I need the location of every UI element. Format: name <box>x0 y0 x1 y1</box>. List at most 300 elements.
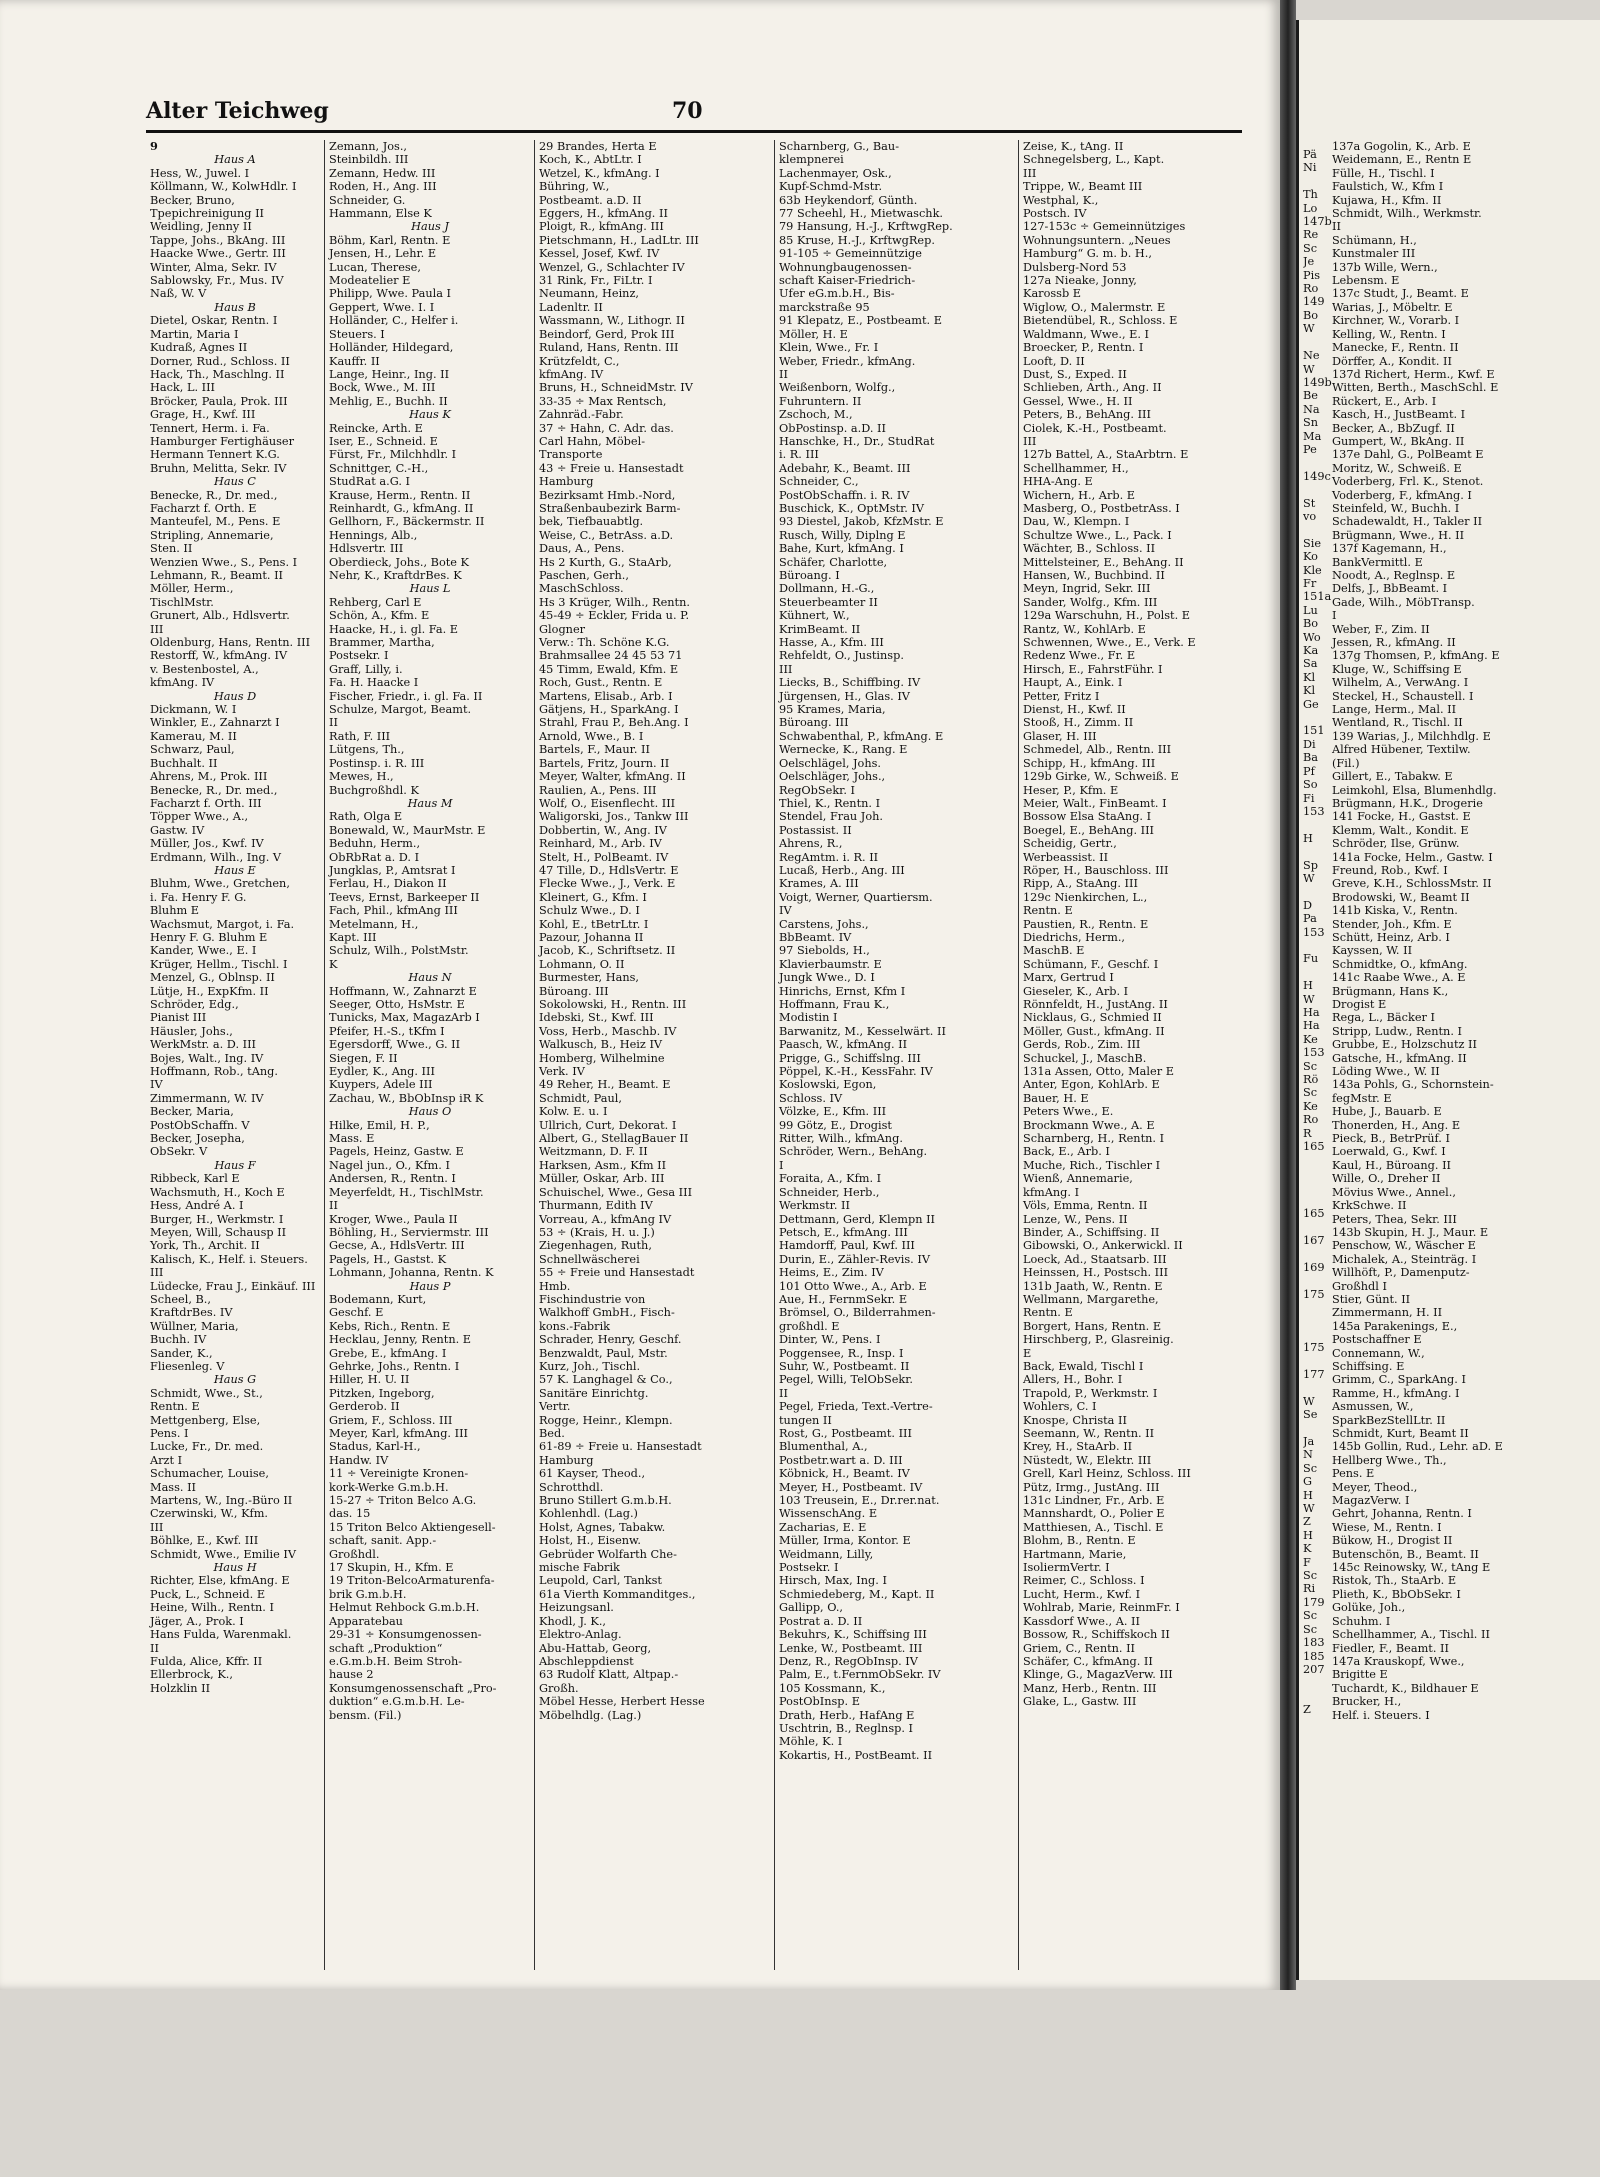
directory-entry: Großhdl I <box>1332 1279 1387 1293</box>
directory-entry: Pütz, Irmg., JustAng. III <box>1023 1480 1160 1494</box>
directory-entry: Stadus, Karl-H., <box>329 1440 421 1454</box>
directory-entry: Metelmann, H., <box>329 917 419 931</box>
directory-entry: Gehrke, Johs., Rentn. I <box>329 1359 460 1373</box>
directory-entry: Köbnick, H., Beamt. IV <box>779 1467 910 1481</box>
directory-entry: Meyerfeldt, H., TischlMstr. <box>329 1185 484 1199</box>
directory-entry: Zemann, Jos., <box>329 140 408 153</box>
directory-entry: Müller, Jos., Kwf. IV <box>150 837 264 851</box>
directory-entry: Witten, Berth., MaschSchl. E <box>1332 381 1499 395</box>
directory-entry: Rehberg, Carl E <box>329 595 422 609</box>
directory-entry: Bruhn, Melitta, Sekr. IV <box>150 461 287 475</box>
directory-entry: Fülle, H., Tischl. I <box>1332 166 1435 180</box>
directory-entry: Wienß, Annemarie, <box>1023 1172 1133 1186</box>
directory-entry: Apparatebau <box>329 1614 403 1628</box>
directory-entry: Lenze, W., Pens. II <box>1023 1212 1128 1226</box>
directory-entry: Bükow, H., Drogist II <box>1332 1534 1453 1548</box>
directory-entry: Heims, E., Zim. IV <box>779 1266 884 1280</box>
directory-entry-fragment: Ma <box>1303 429 1322 443</box>
directory-entry: Becker, Bruno, <box>150 193 235 207</box>
directory-entry: Rusch, Willy, Diplng E <box>779 528 906 542</box>
directory-entry: Kander, Wwe., E. I <box>150 944 257 958</box>
directory-entry: III <box>150 1266 164 1280</box>
directory-entry: 137a Gogolin, K., Arb. E <box>1332 140 1471 153</box>
directory-entry: Schneider, C., <box>779 475 859 489</box>
directory-entry: 43 ÷ Freie u. Hansestadt <box>539 461 684 475</box>
directory-entry: Hack, Th., Maschlng. II <box>150 367 285 381</box>
directory-entry: Krause, Herm., Rentn. II <box>329 488 471 502</box>
directory-entry: Roden, H., Ang. III <box>329 180 437 194</box>
directory-entry: Suhr, W., Postbeamt. II <box>779 1359 910 1373</box>
directory-entry: Restorff, W., kfmAng. IV <box>150 649 288 663</box>
directory-entry: Schön, A., Kfm. E <box>329 609 430 623</box>
directory-entry-fragment: Kl <box>1303 684 1316 698</box>
directory-entry: E <box>1023 1346 1032 1360</box>
directory-entry: Weidling, Jenny II <box>150 220 252 234</box>
directory-entry: Büroang. III <box>779 716 849 730</box>
directory-entry: Hilke, Emil, H. P., <box>329 1118 430 1132</box>
directory-entry: Jungklas, P., Amtsrat I <box>329 863 456 877</box>
directory-entry: Wille, O., Dreher II <box>1332 1172 1441 1186</box>
directory-entry: 147a Krauskopf, Wwe., <box>1332 1654 1465 1668</box>
directory-entry: Schwarz, Paul, <box>150 743 235 757</box>
directory-entry: Pegel, Willi, TelObSekr. <box>779 1373 914 1387</box>
directory-entry: Pens. I <box>150 1427 189 1440</box>
directory-entry: KrimBeamt. II <box>779 622 861 636</box>
directory-entry: Dinter, W., Pens. I <box>779 1333 881 1347</box>
directory-entry: Zahnräd.-Fabr. <box>539 408 624 422</box>
directory-entry: Schipp, H., kfmAng. III <box>1023 756 1156 770</box>
directory-entry: Gatsche, H., kfmAng. II <box>1332 1051 1467 1065</box>
directory-entry-fragment: 149b <box>1303 375 1332 389</box>
directory-entry: Postbetr.wart a. D. III <box>779 1453 903 1467</box>
directory-entry: Gecse, A., HdlsVertr. III <box>329 1239 465 1253</box>
directory-entry: Steuerbeamter II <box>779 595 878 609</box>
directory-entry: Jürgensen, H., Glas. IV <box>779 689 910 703</box>
house-heading: Haus M <box>407 796 453 810</box>
directory-entry: Lohmann, O. II <box>539 957 625 971</box>
directory-entry: Schümann, F., Geschf. I <box>1023 957 1159 971</box>
directory-entry: KraftdrBes. IV <box>150 1306 233 1320</box>
directory-entry-fragment: Ha <box>1303 1019 1320 1033</box>
directory-entry: Bodemann, Kurt, <box>329 1292 427 1306</box>
directory-entry: Rantz, W., KohlArb. E <box>1023 622 1146 636</box>
directory-entry: Gellhorn, F., Bäckermstr. II <box>329 515 485 529</box>
directory-entry: Hs 3 Krüger, Wilh., Rentn. <box>539 595 690 609</box>
directory-entry: KrkSchwe. II <box>1332 1199 1407 1213</box>
directory-entry: Facharzt f. Orth. E <box>150 501 257 515</box>
directory-entry: Schiffsing. E <box>1332 1359 1405 1373</box>
directory-entry: Kassdorf Wwe., A. II <box>1023 1614 1140 1628</box>
directory-entry: 127b Battel, A., StaArbtrn. E <box>1023 448 1189 462</box>
directory-entry-fragment: N <box>1303 1448 1313 1462</box>
directory-entry: Bossow Elsa StaAng. I <box>1023 810 1152 824</box>
directory-entry: Postrat a. D. II <box>779 1614 863 1628</box>
directory-entry: Petter, Fritz I <box>1023 689 1100 703</box>
directory-entry: i. Fa. Henry F. G. <box>150 890 247 904</box>
directory-entry-fragment: 151 <box>1303 724 1325 738</box>
directory-entry: Kühnert, W., <box>779 609 850 623</box>
directory-entry: Reimer, C., Schloss. I <box>1023 1574 1145 1588</box>
directory-entry: Hack, L. III <box>150 381 216 395</box>
directory-entry: Loeck, Ad., Staatsarb. III <box>1023 1252 1167 1266</box>
directory-column-2 <box>324 140 535 1970</box>
directory-entry: 129b Girke, W., Schweiß. E <box>1023 770 1179 784</box>
directory-entry: 137c Studt, J., Beamt. E <box>1332 287 1469 301</box>
directory-entry: Bonewald, W., MaurMstr. E <box>329 823 486 837</box>
directory-entry-fragment: Fi <box>1303 791 1315 805</box>
directory-entry: Bluhm, Wwe., Gretchen, <box>150 877 290 891</box>
directory-entry: Schmedel, Alb., Rentn. III <box>1023 743 1172 757</box>
directory-entry: Reinhard, M., Arb. IV <box>539 837 662 851</box>
directory-entry: Gessel, Wwe., H. II <box>1023 394 1133 408</box>
directory-entry: Ripp, A., StaAng. III <box>1023 877 1138 891</box>
directory-entry: Sanitäre Einrichtg. <box>539 1386 649 1400</box>
directory-entry-fragment: 147b <box>1303 215 1332 229</box>
directory-entry-fragment: W <box>1303 871 1315 885</box>
directory-entry: Helmut Rehbock G.m.b.H. <box>329 1601 480 1615</box>
directory-entry: ObSekr. V <box>150 1145 208 1159</box>
directory-entry: Wachsmut, Margot, i. Fa. <box>150 917 295 931</box>
directory-entry: 79 Hansung, H.-J., KrftwgRep. <box>779 220 953 234</box>
directory-entry-fragment: K <box>1303 1542 1312 1556</box>
directory-entry: 131c Lindner, Fr., Arb. E <box>1023 1494 1165 1508</box>
directory-entry-fragment: Ha <box>1303 1006 1320 1019</box>
directory-entry: Brodowski, W., Beamt II <box>1332 890 1470 904</box>
directory-entry: Hamdorff, Paul, Kwf. III <box>779 1239 915 1253</box>
house-heading: Haus C <box>214 475 256 489</box>
directory-entry: Meyn, Ingrid, Sekr. III <box>1023 582 1151 596</box>
directory-entry: kfmAng. IV <box>539 367 604 381</box>
directory-entry: Schwabenthal, P., kfmAng. E <box>779 729 944 743</box>
directory-entry: Stendel, Frau Joh. <box>779 810 883 824</box>
directory-entry: kork-Werke G.m.b.H. <box>329 1480 449 1494</box>
directory-entry: Rega, L., Bäcker I <box>1332 1011 1435 1025</box>
directory-entry: Gätjens, H., SparkAng. I <box>539 703 679 717</box>
directory-entry: Verk. IV <box>539 1065 585 1079</box>
directory-entry: Kamerau, M. II <box>150 729 237 743</box>
directory-entry: Lehmann, R., Beamt. II <box>150 569 284 582</box>
directory-entry: PostObSchaffn. i. R. IV <box>779 488 910 502</box>
directory-entry: Steckel, H., Schaustell. I <box>1332 689 1474 703</box>
directory-entry: II <box>779 367 788 381</box>
directory-entry: Dulsberg-Nord 53 <box>1023 260 1127 274</box>
directory-entry: Postbeamt. a.D. II <box>539 193 642 207</box>
directory-entry: 145a Parakenings, E., <box>1332 1319 1458 1333</box>
directory-entry: Tuchardt, K., Bildhauer E <box>1332 1681 1479 1695</box>
directory-entry-fragment: W <box>1303 992 1315 1006</box>
directory-entry: 11 ÷ Vereinigte Kronen- <box>329 1467 469 1481</box>
directory-entry: Wohlers, C. I <box>1023 1400 1097 1414</box>
directory-entry: Klein, Wwe., Fr. I <box>779 341 879 355</box>
directory-entry: Müller, Oskar, Arb. III <box>539 1172 665 1186</box>
directory-entry: Manteufel, M., Pens. E <box>150 515 281 529</box>
directory-entry: Schlieben, Arth., Ang. II <box>1023 381 1162 395</box>
directory-entry: Waligorski, Jos., Tankw III <box>539 810 689 824</box>
directory-entry: 95 Krames, Maria, <box>779 703 886 717</box>
directory-entry: Rath, F. III <box>329 729 391 743</box>
directory-entry: Hermann Tennert K.G. <box>150 448 280 462</box>
directory-entry: Krames, A. III <box>779 877 859 891</box>
directory-entry-fragment: 185 <box>1303 1649 1325 1663</box>
directory-entry-fragment: Bo <box>1303 617 1319 631</box>
directory-entry-fragment: Pf <box>1303 764 1315 778</box>
directory-entry: Schröder, Edg., <box>150 998 239 1011</box>
directory-entry: Gerds, Rob., Zim. III <box>1023 1038 1141 1052</box>
directory-entry: Krützfeldt, C., <box>539 354 620 368</box>
directory-entry: Klinge, G., MagazVerw. III <box>1023 1668 1173 1682</box>
directory-entry: Palm, E., t.FernmObSekr. IV <box>779 1668 941 1682</box>
directory-entry: Zemann, Hedw. III <box>329 166 436 180</box>
directory-entry: Zimmermann, W. IV <box>150 1091 264 1105</box>
directory-entry: Schloss. IV <box>779 1091 843 1105</box>
directory-entry: Carstens, Johs., <box>779 917 869 931</box>
directory-entry: Schnellwäscherei <box>539 1252 640 1266</box>
directory-entry: Weitzmann, D. F. II <box>539 1145 648 1159</box>
directory-entry: III <box>779 662 793 676</box>
directory-entry: 141c Raabe Wwe., A. E <box>1332 971 1466 985</box>
directory-entry: Oelschläger, Johs., <box>779 770 886 784</box>
house-heading: Haus F <box>214 1158 256 1172</box>
directory-entry: Krey, H., StaArb. II <box>1023 1440 1133 1454</box>
directory-entry: Schneider, G. <box>329 193 406 207</box>
directory-entry: Wolf, O., Eisenflecht. III <box>539 796 676 810</box>
directory-entry: II <box>150 1641 159 1655</box>
directory-entry: Lenke, W., Postbeamt. III <box>779 1641 923 1655</box>
directory-entry: 53 ÷ (Krais, H. u. J.) <box>539 1225 655 1239</box>
directory-entry: Böhlke, E., Kwf. III <box>150 1534 259 1548</box>
directory-entry: Peters Wwe., E. <box>1023 1105 1114 1119</box>
directory-entry: Straßenbaubezirk Barm- <box>539 501 681 515</box>
directory-entry-fragment: W <box>1303 1502 1315 1516</box>
directory-entry: Hamburg <box>539 475 594 489</box>
directory-entry: Hmb. <box>539 1279 571 1293</box>
directory-entry: Brockmann Wwe., A. E <box>1023 1118 1155 1132</box>
directory-entry: Faulstich, W., Kfm I <box>1332 180 1444 194</box>
directory-entry: Hellberg Wwe., Th., <box>1332 1453 1447 1467</box>
directory-entry: Scheidig, Gertr., <box>1023 837 1117 851</box>
directory-entry: Wetzel, K., kfmAng. I <box>539 166 660 180</box>
directory-entry: II <box>779 1386 788 1400</box>
directory-entry: PostObInsp. E <box>779 1695 860 1709</box>
directory-entry: Schnittger, C.-H., <box>329 461 429 475</box>
directory-entry: Heinssen, H., Postsch. III <box>1023 1266 1169 1280</box>
directory-entry: Pens. E <box>1332 1467 1375 1481</box>
directory-entry: Weidmann, Lilly, <box>779 1547 874 1561</box>
directory-entry: Zacharias, E. E <box>779 1520 867 1534</box>
directory-entry: Schmidt, Paul, <box>539 1091 622 1105</box>
directory-entry: Ristok, Th., StaArb. E <box>1332 1574 1457 1588</box>
directory-entry: Büroang. I <box>779 569 840 582</box>
directory-entry: Wilhelm, A., VerwAng. I <box>1332 676 1469 690</box>
directory-entry: Heine, Wilh., Rentn. I <box>150 1601 274 1615</box>
directory-entry: Drath, Herb., HafAng E <box>779 1708 915 1722</box>
directory-entry: Seemann, W., Rentn. II <box>1023 1427 1155 1440</box>
directory-entry-fragment: Ba <box>1303 751 1319 765</box>
directory-entry: Großhdl. <box>329 1547 380 1561</box>
directory-entry: 137g Thomsen, P., kfmAng. E <box>1332 649 1500 663</box>
directory-entry: Matthiesen, A., Tischl. E <box>1023 1520 1164 1534</box>
directory-entry: Hennings, Alb., <box>329 528 418 542</box>
directory-entry: Bartels, F., Maur. II <box>539 743 650 757</box>
directory-entry: Möller, Gust., kfmAng. II <box>1023 1024 1165 1038</box>
directory-entry: Connemann, W., <box>1332 1346 1425 1360</box>
directory-entry: Brucker, H., <box>1332 1695 1402 1709</box>
directory-entry-fragment: Rö <box>1303 1073 1319 1087</box>
directory-entry: 29-31 ÷ Konsumgenossen- <box>329 1628 482 1642</box>
directory-entry: Hartmann, Marie, <box>1023 1547 1127 1561</box>
house-number: 9 <box>150 140 158 153</box>
directory-entry: Kokartis, H., PostBeamt. II <box>779 1748 933 1762</box>
directory-entry: Modistin I <box>779 1011 838 1025</box>
directory-entry: Dienst, H., Kwf. II <box>1023 703 1126 717</box>
directory-entry: Blumenthal, A., <box>779 1440 868 1454</box>
directory-entry-fragment: 175 <box>1303 1287 1325 1301</box>
directory-entry: SparkBezStellLtr. II <box>1332 1413 1446 1427</box>
directory-entry: II <box>329 1199 338 1213</box>
directory-entry: kons.-Fabrik <box>539 1319 611 1333</box>
directory-entry: Pieck, B., BetrPrüf. I <box>1332 1132 1450 1146</box>
directory-entry: 97 Siebolds, H., <box>779 944 870 958</box>
directory-entry: Benecke, R., Dr. med., <box>150 488 278 502</box>
directory-entry-fragment: W <box>1303 1394 1315 1408</box>
directory-entry: 93 Diestel, Jakob, KfzMstr. E <box>779 515 944 529</box>
directory-entry-fragment: Sa <box>1303 657 1318 671</box>
directory-entry: Holländer, Hildegard, <box>329 341 454 355</box>
directory-entry: Wüllner, Maria, <box>150 1319 239 1333</box>
directory-entry: PostObSchaffn. V <box>150 1118 250 1132</box>
directory-entry: Klavierbaumstr. E <box>779 957 882 971</box>
directory-entry: Hinrichs, Ernst, Kfm I <box>779 984 906 998</box>
directory-entry: Paustien, R., Rentn. E <box>1023 917 1149 931</box>
directory-entry: Jäger, A., Prok. I <box>150 1614 244 1628</box>
directory-entry: Schmidt, Kurt, Beamt II <box>1332 1427 1469 1440</box>
directory-entry: duktion“ e.G.m.b.H. Le- <box>329 1695 465 1709</box>
directory-entry: Schäfer, C., kfmAng. II <box>1023 1654 1153 1668</box>
directory-entry: Gumpert, W., BkAng. II <box>1332 434 1465 448</box>
directory-entry: Sander, Wolfg., Kfm. III <box>1023 595 1158 609</box>
directory-entry: Meyer, H., Postbeamt. IV <box>779 1480 923 1494</box>
directory-entry: MaschB. E <box>1023 944 1085 958</box>
directory-entry: Binder, A., Schiffsing. II <box>1023 1225 1160 1239</box>
directory-entry: Paschen, Gerh., <box>539 569 629 582</box>
directory-entry: Grunert, Alb., Hdlsvertr. <box>150 609 290 623</box>
directory-entry-fragment: Kle <box>1303 563 1322 577</box>
directory-entry: Golüke, Joh., <box>1332 1601 1406 1615</box>
directory-entry: 137d Richert, Herm., Kwf. E <box>1332 367 1495 381</box>
directory-entry: Butenschön, B., Beamt. II <box>1332 1547 1479 1561</box>
directory-entry: Löding Wwe., W. II <box>1332 1065 1440 1079</box>
directory-entry: Grell, Karl Heinz, Schloss. III <box>1023 1467 1191 1481</box>
directory-entry: 137e Dahl, G., PolBeamt E <box>1332 448 1484 462</box>
directory-entry: Bietendübel, R., Schloss. E <box>1023 314 1178 328</box>
directory-entry: Häusler, Johs., <box>150 1024 233 1038</box>
directory-entry: 103 Treusein, E., Dr.rer.nat. <box>779 1494 940 1508</box>
directory-entry: Schmidt, Wilh., Werkmstr. <box>1332 207 1482 221</box>
directory-entry: Gillert, E., Tabakw. E <box>1332 770 1453 784</box>
directory-entry: Meyer, Walter, kfmAng. II <box>539 770 686 784</box>
directory-entry: Denz, R., RegObInsp. IV <box>779 1654 918 1668</box>
directory-entry: Hamburg“ G. m. b. H., <box>1023 247 1152 261</box>
directory-entry: Freund, Rob., Kwf. I <box>1332 863 1448 877</box>
directory-entry: Moritz, W., Schweiß. E <box>1332 461 1462 475</box>
directory-entry: Raulien, A., Pens. III <box>539 783 657 797</box>
directory-entry-fragment: R <box>1303 1126 1312 1140</box>
directory-entry-fragment: Ko <box>1303 550 1318 564</box>
directory-entry: Postsekr. I <box>329 649 389 663</box>
directory-entry: Daus, A., Pens. <box>539 542 625 556</box>
directory-entry: Muche, Rich., Tischler I <box>1023 1158 1161 1172</box>
directory-entry: Martens, W., Ing.-Büro II <box>150 1494 293 1508</box>
directory-entry: Stier, Günt. II <box>1332 1292 1411 1306</box>
directory-entry: Uschtrin, B., Reglnsp. I <box>779 1721 913 1735</box>
directory-entry: Wiglow, O., Malermstr. E <box>1023 300 1166 314</box>
directory-entry: Brömsel, O., Bilderrahmen- <box>779 1306 936 1320</box>
directory-entry: Kurz, Joh., Tischl. <box>539 1359 641 1373</box>
directory-entry: Durin, E., Zähler-Revis. IV <box>779 1252 930 1266</box>
directory-entry: York, Th., Archit. II <box>150 1239 260 1253</box>
directory-entry: Manecke, F., Rentn. II <box>1332 341 1459 355</box>
directory-entry-fragment: Ge <box>1303 697 1319 711</box>
directory-entry: Voss, Herb., Maschb. IV <box>539 1024 677 1038</box>
directory-entry: Loerwald, G., Kwf. I <box>1332 1145 1446 1159</box>
directory-entry: Ladenltr. II <box>539 300 603 314</box>
directory-entry: Schütt, Heinz, Arb. I <box>1332 930 1450 944</box>
directory-entry: 31 Rink, Fr., FiLtr. I <box>539 274 653 288</box>
directory-entry-fragment: 153 <box>1303 1046 1325 1060</box>
directory-entry: Töpper Wwe., A., <box>150 810 249 824</box>
directory-entry: Becker, Josepha, <box>150 1132 245 1146</box>
directory-entry: Rückert, E., Arb. I <box>1332 394 1437 408</box>
directory-entry: Rentn. E <box>150 1400 200 1414</box>
directory-entry: Holst, H., Eisenw. <box>539 1534 641 1548</box>
directory-entry: Tappe, Johs., BkAng. III <box>150 233 286 247</box>
directory-entry: Kelling, W., Rentn. I <box>1332 327 1446 341</box>
directory-entry: Buchgroßhdl. K <box>329 783 419 797</box>
directory-entry: Abschleppdienst <box>539 1654 634 1668</box>
directory-entry: Reincke, Arth. E <box>329 421 423 435</box>
directory-entry: Looft, D. II <box>1023 354 1085 368</box>
directory-entry-fragment: 149 <box>1303 295 1325 309</box>
directory-entry: Kunstmaler III <box>1332 247 1416 261</box>
directory-entry: Ahrens, M., Prok. III <box>150 770 268 784</box>
directory-entry: Kalisch, K., Helf. i. Steuers. <box>150 1252 308 1266</box>
directory-entry: Westphal, K., <box>1023 193 1099 207</box>
directory-entry: Hess, André A. I <box>150 1199 244 1213</box>
directory-entry: (Fil.) <box>1332 756 1360 770</box>
directory-entry: Mittelsteiner, E., BehAng. II <box>1023 555 1184 569</box>
directory-entry: WerkMstr. a. D. III <box>150 1038 257 1052</box>
directory-entry-fragment: So <box>1303 778 1318 792</box>
directory-column-4 <box>774 140 1019 1970</box>
house-heading: Haus N <box>408 971 452 985</box>
directory-entry: Foraita, A., Kfm. I <box>779 1172 882 1186</box>
directory-entry: Hdlsvertr. III <box>329 542 404 556</box>
directory-entry-fragment: St <box>1303 496 1316 510</box>
directory-entry: 143b Skupin, H. J., Maur. E <box>1332 1225 1489 1239</box>
directory-column-5 <box>1018 140 1245 1970</box>
directory-entry: Wentland, R., Tischl. II <box>1332 716 1463 730</box>
directory-entry: Verw.: Th. Schöne K.G. <box>539 636 670 650</box>
directory-entry: Vertr. <box>539 1400 571 1414</box>
directory-entry: Erdmann, Wilh., Ing. V <box>150 850 282 864</box>
directory-entry: Hess, W., Juwel. I <box>150 166 250 180</box>
directory-entry: Geschf. E <box>329 1306 384 1320</box>
directory-entry: schaft, sanit. App.- <box>329 1534 437 1548</box>
directory-entry: Kessel, Josef, Kwf. IV <box>539 247 660 261</box>
directory-entry: Schmidt, Wwe., Emilie IV <box>150 1547 297 1561</box>
directory-entry: Schmidt, Wwe., St., <box>150 1386 263 1400</box>
directory-entry: Brigitte E <box>1332 1668 1388 1682</box>
